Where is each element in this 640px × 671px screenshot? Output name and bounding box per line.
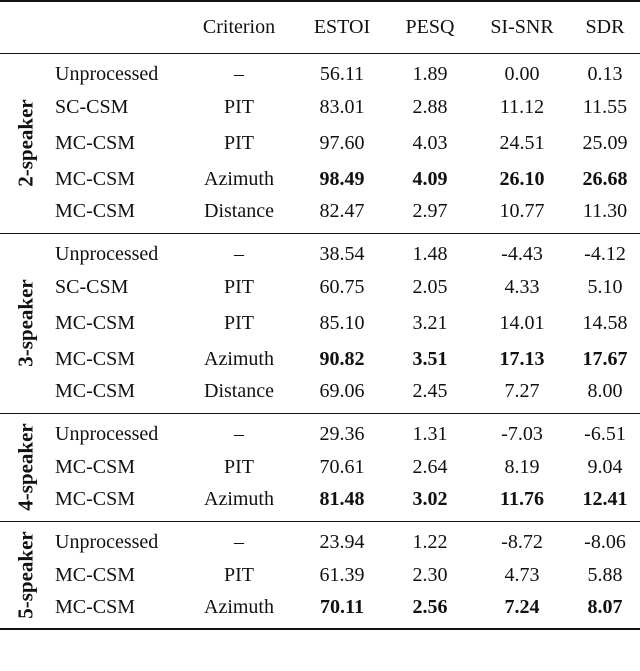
- table-row: [0, 53, 640, 89]
- speaker-group: [0, 521, 640, 629]
- table-row: [0, 485, 640, 521]
- estoi-cell: 83.01: [319, 95, 365, 118]
- group-label: 5-speaker: [13, 531, 38, 619]
- sdr-cell: 8.07: [587, 596, 623, 618]
- sdr-cell: 11.30: [582, 200, 628, 223]
- method-cell: MC-CSM: [55, 380, 136, 403]
- estoi-cell: 82.47: [319, 200, 365, 223]
- table-row: [0, 269, 640, 305]
- method-cell: SC-CSM: [55, 95, 129, 118]
- method-cell: MC-CSM: [55, 200, 136, 223]
- table-row: [0, 557, 640, 593]
- criterion-cell: PIT: [224, 563, 254, 586]
- estoi-cell: 90.82: [319, 347, 365, 370]
- table-row: [0, 197, 640, 233]
- sdr-cell: 14.58: [582, 311, 628, 334]
- sdr-cell: 17.67: [582, 347, 628, 370]
- si-snr-cell: 24.51: [499, 131, 545, 154]
- method-cell: Unprocessed: [55, 422, 159, 445]
- group-label: 3-speaker: [13, 279, 38, 367]
- estoi-cell: 38.54: [319, 242, 365, 265]
- group-label-cell: [0, 413, 52, 521]
- si-snr-cell: 7.24: [504, 596, 540, 618]
- speaker-group: [0, 413, 640, 521]
- table-row: [0, 449, 640, 485]
- criterion-cell: PIT: [224, 311, 254, 334]
- table-row: [0, 341, 640, 377]
- estoi-cell: 81.48: [319, 488, 365, 511]
- si-snr-cell: 10.77: [499, 200, 545, 223]
- si-snr-cell: -8.72: [501, 530, 543, 553]
- method-cell: MC-CSM: [55, 488, 136, 511]
- sdr-cell: -6.51: [584, 422, 626, 445]
- pesq-cell: 3.51: [412, 347, 448, 370]
- table-row: [0, 593, 640, 629]
- group-label-cell: [0, 521, 52, 629]
- criterion-cell: –: [234, 242, 244, 265]
- speaker-group: [0, 233, 640, 413]
- si-snr-cell: -7.03: [501, 422, 543, 445]
- criterion-cell: –: [234, 422, 244, 445]
- criterion-cell: Azimuth: [204, 347, 274, 370]
- criterion-cell: Azimuth: [204, 596, 274, 618]
- pesq-cell: 4.09: [412, 167, 448, 190]
- sdr-cell: 5.88: [587, 563, 623, 586]
- method-cell: MC-CSM: [55, 563, 136, 586]
- estoi-cell: 70.11: [320, 596, 364, 618]
- speaker-group: [0, 53, 640, 233]
- header-empty-group: [0, 1, 52, 53]
- criterion-cell: Azimuth: [204, 167, 274, 190]
- criterion-cell: –: [234, 530, 244, 553]
- pesq-cell: 2.88: [412, 95, 448, 118]
- table-row: [0, 233, 640, 269]
- header-pesq: PESQ: [405, 15, 455, 38]
- si-snr-cell: -4.43: [501, 242, 543, 265]
- table-row: [0, 161, 640, 197]
- criterion-cell: PIT: [224, 131, 254, 154]
- estoi-cell: 70.61: [319, 455, 365, 478]
- si-snr-cell: 0.00: [504, 62, 540, 85]
- criterion-cell: PIT: [224, 275, 254, 298]
- pesq-cell: 2.30: [412, 563, 448, 586]
- criterion-cell: Azimuth: [204, 488, 274, 511]
- group-label: 4-speaker: [13, 423, 38, 511]
- criterion-cell: Distance: [204, 380, 274, 403]
- method-cell: Unprocessed: [55, 62, 159, 85]
- sdr-cell: 8.00: [587, 380, 623, 403]
- table-row: [0, 89, 640, 125]
- group-label-cell: [0, 233, 52, 413]
- si-snr-cell: 17.13: [499, 347, 545, 370]
- criterion-cell: PIT: [224, 455, 254, 478]
- table-row: [0, 305, 640, 341]
- pesq-cell: 2.05: [412, 275, 448, 298]
- estoi-cell: 69.06: [319, 380, 365, 403]
- pesq-cell: 2.64: [412, 455, 448, 478]
- pesq-cell: 4.03: [412, 131, 448, 154]
- header-criterion: Criterion: [202, 15, 276, 38]
- si-snr-cell: 7.27: [504, 380, 540, 403]
- method-cell: MC-CSM: [55, 311, 136, 334]
- estoi-cell: 97.60: [319, 131, 365, 154]
- sdr-cell: -4.12: [584, 242, 626, 265]
- pesq-cell: 2.56: [412, 596, 448, 618]
- estoi-cell: 23.94: [319, 530, 365, 553]
- sdr-cell: 25.09: [582, 131, 628, 154]
- header-sdr: SDR: [585, 15, 625, 38]
- estoi-cell: 85.10: [319, 311, 365, 334]
- sdr-cell: 0.13: [587, 62, 623, 85]
- method-cell: MC-CSM: [55, 167, 136, 190]
- method-cell: MC-CSM: [55, 347, 136, 370]
- method-cell: SC-CSM: [55, 275, 129, 298]
- sdr-cell: 11.55: [582, 95, 628, 118]
- si-snr-cell: 4.33: [504, 275, 540, 298]
- si-snr-cell: 8.19: [504, 455, 540, 478]
- header-si-snr: SI-SNR: [490, 15, 554, 38]
- criterion-cell: –: [234, 62, 244, 85]
- sdr-cell: 9.04: [587, 455, 623, 478]
- pesq-cell: 1.89: [412, 62, 448, 85]
- table-row: [0, 413, 640, 449]
- table-row: [0, 521, 640, 557]
- method-cell: MC-CSM: [55, 455, 136, 478]
- method-cell: Unprocessed: [55, 530, 159, 553]
- pesq-cell: 3.21: [412, 311, 448, 334]
- sdr-cell: 12.41: [582, 488, 628, 511]
- si-snr-cell: 11.12: [499, 95, 545, 118]
- sdr-cell: 5.10: [587, 275, 623, 298]
- method-cell: Unprocessed: [55, 242, 159, 265]
- si-snr-cell: 14.01: [499, 311, 545, 334]
- table-header: [0, 1, 640, 53]
- sdr-cell: 26.68: [582, 167, 628, 190]
- si-snr-cell: 11.76: [500, 488, 544, 511]
- table-row: [0, 125, 640, 161]
- pesq-cell: 1.48: [412, 242, 448, 265]
- estoi-cell: 56.11: [319, 62, 365, 85]
- pesq-cell: 2.45: [412, 380, 448, 403]
- criterion-cell: PIT: [224, 95, 254, 118]
- pesq-cell: 1.22: [412, 530, 448, 553]
- pesq-cell: 1.31: [412, 422, 448, 445]
- group-label-cell: [0, 53, 52, 233]
- si-snr-cell: 4.73: [504, 563, 540, 586]
- method-cell: MC-CSM: [55, 596, 136, 618]
- criterion-cell: Distance: [204, 200, 274, 223]
- sdr-cell: -8.06: [584, 530, 626, 553]
- si-snr-cell: 26.10: [499, 167, 545, 190]
- method-cell: MC-CSM: [55, 131, 136, 154]
- table-row: [0, 377, 640, 413]
- estoi-cell: 60.75: [319, 275, 365, 298]
- group-label: 2-speaker: [13, 99, 38, 187]
- estoi-cell: 29.36: [319, 422, 365, 445]
- header-estoi: ESTOI: [313, 15, 371, 38]
- header-empty-method: [52, 1, 180, 53]
- estoi-cell: 98.49: [319, 167, 365, 190]
- estoi-cell: 61.39: [319, 563, 365, 586]
- pesq-cell: 2.97: [412, 200, 448, 223]
- pesq-cell: 3.02: [412, 488, 448, 511]
